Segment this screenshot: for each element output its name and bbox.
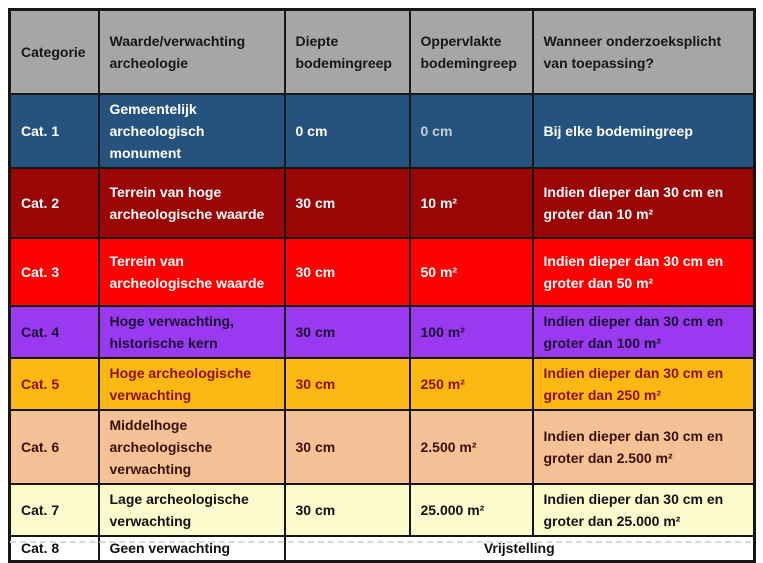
column-header-oppervlakte: Oppervlakte bodemingreep [410,10,533,94]
table-row-cat2 [10,168,755,238]
table-row-cat7 [10,484,755,536]
wanneer-cell: Indien dieper dan 30 cm en groter dan 100 m² [533,306,755,358]
category-cell: Cat. 1 [10,94,99,168]
wanneer-cell: Indien dieper dan 30 cm en groter dan 10 m² [533,168,755,238]
wanneer-cell: Indien dieper dan 30 cm en groter dan 250 m² [533,358,755,410]
oppervlakte-cell: 100 m² [410,306,533,358]
category-cell: Cat. 2 [10,168,99,238]
vrijstelling-cell: Vrijstelling [285,536,755,562]
waarde-cell: Gemeentelijk archeologisch monument [99,94,285,168]
column-header-categorie: Categorie [10,10,99,94]
table-row-cat8 [10,536,755,562]
table-body [10,94,755,562]
oppervlakte-cell: 2.500 m² [410,410,533,484]
diepte-cell: 30 cm [285,358,410,410]
category-cell: Cat. 5 [10,358,99,410]
diepte-cell: 0 cm [285,94,410,168]
oppervlakte-cell: 250 m² [410,358,533,410]
table-row-cat3 [10,238,755,306]
waarde-cell: Hoge verwachting, historische kern [99,306,285,358]
category-cell: Cat. 6 [10,410,99,484]
column-header-wanneer: Wanneer onderzoeksplicht van toepassing? [533,10,755,94]
oppervlakte-cell: 0 cm [410,94,533,168]
column-header-diepte: Diepte bodemingreep [285,10,410,94]
oppervlakte-cell: 50 m² [410,238,533,306]
wanneer-cell: Indien dieper dan 30 cm en groter dan 2.500 m² [533,410,755,484]
waarde-cell: Terrein van hoge archeologische waarde [99,168,285,238]
column-header-waarde-verwachting: Waarde/verwachting archeologie [99,10,285,94]
waarde-cell: Lage archeologische verwachting [99,484,285,536]
waarde-cell: Geen verwachting [99,536,285,562]
header-row [10,10,755,94]
diepte-cell: 30 cm [285,168,410,238]
table-row-cat1 [10,94,755,168]
category-cell: Cat. 3 [10,238,99,306]
wanneer-cell: Indien dieper dan 30 cm en groter dan 25.000 m² [533,484,755,536]
table-header [10,10,755,94]
category-cell: Cat. 4 [10,306,99,358]
wanneer-cell: Bij elke bodemingreep [533,94,755,168]
table-row-cat4 [10,306,755,358]
waarde-cell: Middelhoge archeologische verwachting [99,410,285,484]
category-cell: Cat. 8 [10,536,99,562]
table-row-cat6 [10,410,755,484]
oppervlakte-cell: 25.000 m² [410,484,533,536]
oppervlakte-cell: 10 m² [410,168,533,238]
wanneer-cell: Indien dieper dan 30 cm en groter dan 50 m² [533,238,755,306]
archeologie-categorie-table [8,8,756,563]
diepte-cell: 30 cm [285,306,410,358]
waarde-cell: Terrein van archeologische waarde [99,238,285,306]
diepte-cell: 30 cm [285,410,410,484]
diepte-cell: 30 cm [285,484,410,536]
category-cell: Cat. 7 [10,484,99,536]
bottom-divider [10,541,751,543]
table-row-cat5 [10,358,755,410]
waarde-cell: Hoge archeologische verwachting [99,358,285,410]
diepte-cell: 30 cm [285,238,410,306]
